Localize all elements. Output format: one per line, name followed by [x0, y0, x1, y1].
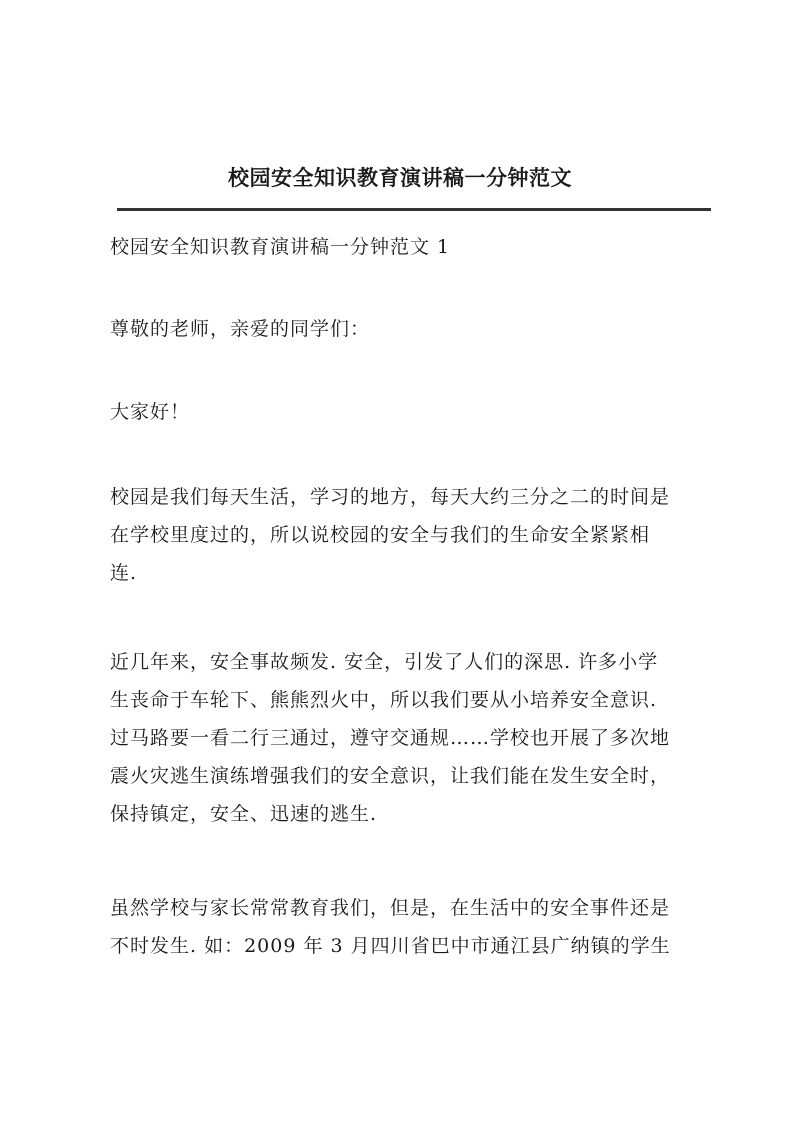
- paragraph-line: 校园是我们每天生活，学习的地方，每天大约三分之二的时间是: [110, 486, 671, 508]
- salutation: 尊敬的老师，亲爱的同学们：: [110, 318, 371, 340]
- paragraph-line: 保持镇定，安全、迅速的逃生.: [110, 803, 378, 825]
- paragraph-2: [110, 643, 710, 833]
- paragraph-line: 过马路要一看二行三通过，遵守交通规……学校也开展了多次地: [110, 727, 671, 749]
- paragraph-line: 生丧命于车轮下、熊熊烈火中，所以我们要从小培养安全意识.: [110, 689, 658, 711]
- paragraph-line: 连.: [110, 562, 138, 584]
- paragraph-line: 在学校里度过的，所以说校园的安全与我们的生命安全紧紧相: [110, 524, 651, 546]
- document-title: 校园安全知识教育演讲稿一分钟范文: [228, 165, 572, 190]
- paragraph-line: 震火灾逃生演练增强我们的安全意识，让我们能在发生安全时，: [110, 765, 671, 787]
- paragraph-3: [110, 889, 710, 965]
- title-divider: [117, 208, 711, 211]
- paragraph-line: 近几年来，安全事故频发. 安全，引发了人们的深思. 许多小学: [110, 651, 659, 673]
- paragraph-line: 虽然学校与家长常常教育我们，但是，在生活中的安全事件还是: [110, 897, 671, 919]
- paragraph-1: [110, 478, 710, 592]
- paragraph-line: 不时发生. 如：2009 年 3 月四川省巴中市通江县广纳镇的学生: [110, 935, 671, 957]
- section-heading: 校园安全知识教育演讲稿一分钟范文 1: [110, 236, 451, 258]
- greeting: 大家好！: [110, 401, 191, 423]
